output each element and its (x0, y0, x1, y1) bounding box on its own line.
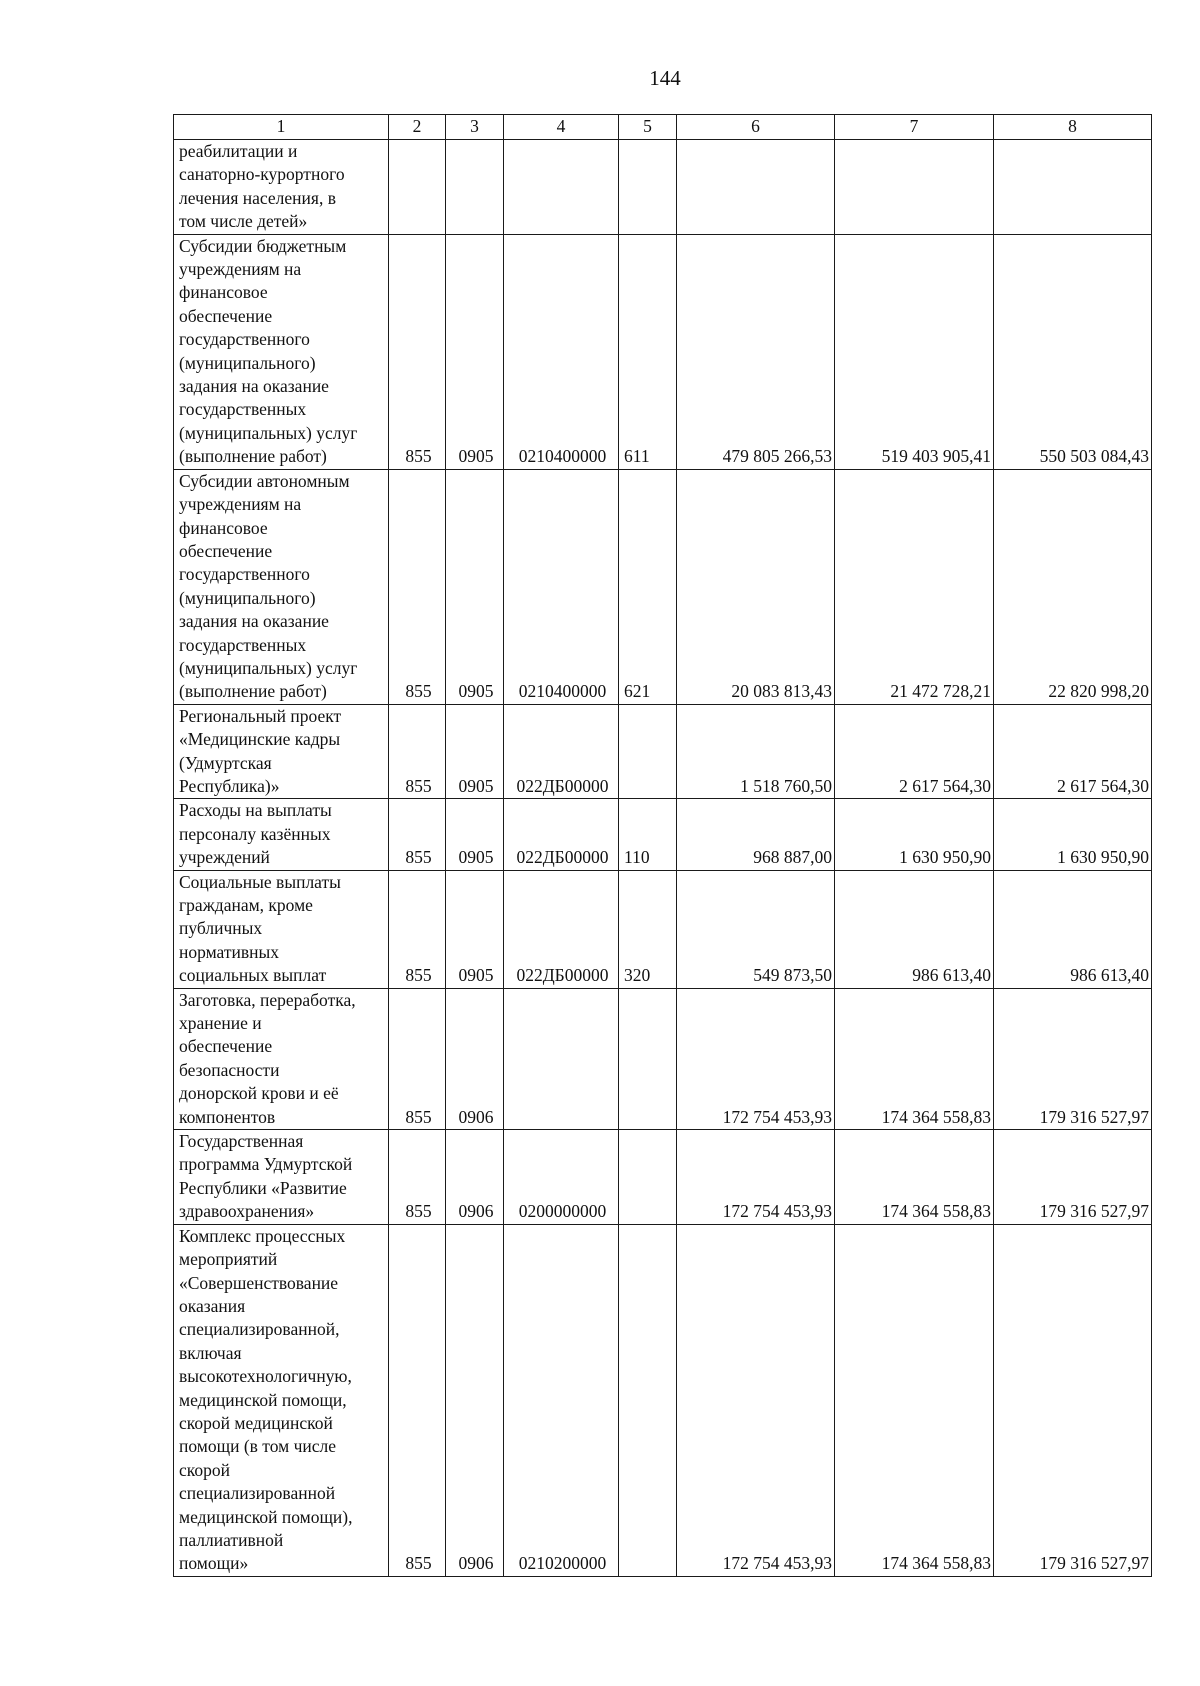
cell-c2: 855 (389, 870, 446, 988)
column-header-6: 6 (677, 115, 835, 140)
cell-c5 (619, 988, 677, 1129)
cell-c3: 0905 (446, 870, 504, 988)
cell-c8: 2 617 564,30 (994, 704, 1152, 799)
cell-c7: 174 364 558,83 (835, 1130, 994, 1225)
cell-c8: 1 630 950,90 (994, 799, 1152, 870)
cell-c6: 172 754 453,93 (677, 1224, 835, 1576)
cell-c8: 179 316 527,97 (994, 1130, 1152, 1225)
budget-table (173, 114, 1152, 1577)
row-name-cell: Региональный проект «Медицинские кадры (Удмуртская Республика)» (174, 704, 389, 799)
cell-c6: 968 887,00 (677, 799, 835, 870)
cell-c2: 855 (389, 799, 446, 870)
column-header-2: 2 (389, 115, 446, 140)
cell-c4: 0200000000 (504, 1130, 619, 1225)
cell-c6: 1 518 760,50 (677, 704, 835, 799)
cell-c3: 0906 (446, 1130, 504, 1225)
table-header-row (174, 115, 1152, 140)
cell-c6: 172 754 453,93 (677, 1130, 835, 1225)
page-number: 144 (649, 66, 681, 90)
cell-c5 (619, 704, 677, 799)
cell-c8: 179 316 527,97 (994, 988, 1152, 1129)
cell-c2: 855 (389, 1224, 446, 1576)
table-row (174, 234, 1152, 469)
cell-c3: 0906 (446, 1224, 504, 1576)
cell-c4: 0210400000 (504, 234, 619, 469)
cell-c5 (619, 1224, 677, 1576)
cell-c5: 621 (619, 469, 677, 704)
row-name-cell: Расходы на выплаты персоналу казённых учреждений (174, 799, 389, 870)
table-row (174, 1130, 1152, 1225)
row-name-cell: Государственная программа Удмуртской Республики «Развитие здравоохранения» (174, 1130, 389, 1225)
cell-c7: 174 364 558,83 (835, 988, 994, 1129)
cell-c5: 320 (619, 870, 677, 988)
cell-c2: 855 (389, 469, 446, 704)
cell-c2: 855 (389, 704, 446, 799)
table-row (174, 1224, 1152, 1576)
row-name-cell: Социальные выплаты гражданам, кроме публичных нормативных социальных выплат (174, 870, 389, 988)
cell-c4: 0210200000 (504, 1224, 619, 1576)
cell-c7: 986 613,40 (835, 870, 994, 988)
cell-c3 (446, 140, 504, 235)
cell-c8: 22 820 998,20 (994, 469, 1152, 704)
cell-c4: 0210400000 (504, 469, 619, 704)
row-name-cell: Комплекс процессных мероприятий «Совершенствование оказания специализированной, включая высокотехнологичную, медицинской помощи, скорой медицинской помощи (в том числе скорой специализированной медицинской помощи), паллиативной помощи» (174, 1224, 389, 1576)
column-header-1: 1 (174, 115, 389, 140)
cell-c7: 2 617 564,30 (835, 704, 994, 799)
cell-c4: 022ДБ00000 (504, 799, 619, 870)
cell-c7: 519 403 905,41 (835, 234, 994, 469)
table-row (174, 469, 1152, 704)
table-row (174, 140, 1152, 235)
cell-c8: 179 316 527,97 (994, 1224, 1152, 1576)
column-header-8: 8 (994, 115, 1152, 140)
cell-c6: 172 754 453,93 (677, 988, 835, 1129)
cell-c7: 21 472 728,21 (835, 469, 994, 704)
table-row (174, 988, 1152, 1129)
cell-c2: 855 (389, 234, 446, 469)
column-header-5: 5 (619, 115, 677, 140)
row-name-cell: реабилитации и санаторно-курортного лечения населения, в том числе детей» (174, 140, 389, 235)
cell-c3: 0905 (446, 234, 504, 469)
column-header-4: 4 (504, 115, 619, 140)
row-name-cell: Заготовка, переработка, хранение и обеспечение безопасности донорской крови и её компонентов (174, 988, 389, 1129)
cell-c4 (504, 140, 619, 235)
cell-c2: 855 (389, 1130, 446, 1225)
cell-c8 (994, 140, 1152, 235)
cell-c3: 0905 (446, 469, 504, 704)
cell-c4: 022ДБ00000 (504, 870, 619, 988)
cell-c3: 0906 (446, 988, 504, 1129)
cell-c8: 550 503 084,43 (994, 234, 1152, 469)
cell-c6: 20 083 813,43 (677, 469, 835, 704)
column-header-3: 3 (446, 115, 504, 140)
cell-c3: 0905 (446, 704, 504, 799)
cell-c8: 986 613,40 (994, 870, 1152, 988)
cell-c7: 174 364 558,83 (835, 1224, 994, 1576)
row-name-cell: Субсидии бюджетным учреждениям на финансовое обеспечение государственного (муниципального) задания на оказание государственных (муниципальных) услуг (выполнение работ) (174, 234, 389, 469)
cell-c6: 479 805 266,53 (677, 234, 835, 469)
cell-c2: 855 (389, 988, 446, 1129)
cell-c7 (835, 140, 994, 235)
cell-c6: 549 873,50 (677, 870, 835, 988)
table-row (174, 799, 1152, 870)
row-name-cell: Субсидии автономным учреждениям на финансовое обеспечение государственного (муниципального) задания на оказание государственных (муниципальных) услуг (выполнение работ) (174, 469, 389, 704)
cell-c5: 110 (619, 799, 677, 870)
table-row (174, 870, 1152, 988)
cell-c5: 611 (619, 234, 677, 469)
cell-c4: 022ДБ00000 (504, 704, 619, 799)
cell-c5 (619, 140, 677, 235)
table-row (174, 704, 1152, 799)
cell-c5 (619, 1130, 677, 1225)
cell-c3: 0905 (446, 799, 504, 870)
column-header-7: 7 (835, 115, 994, 140)
cell-c6 (677, 140, 835, 235)
cell-c2 (389, 140, 446, 235)
cell-c7: 1 630 950,90 (835, 799, 994, 870)
cell-c4 (504, 988, 619, 1129)
